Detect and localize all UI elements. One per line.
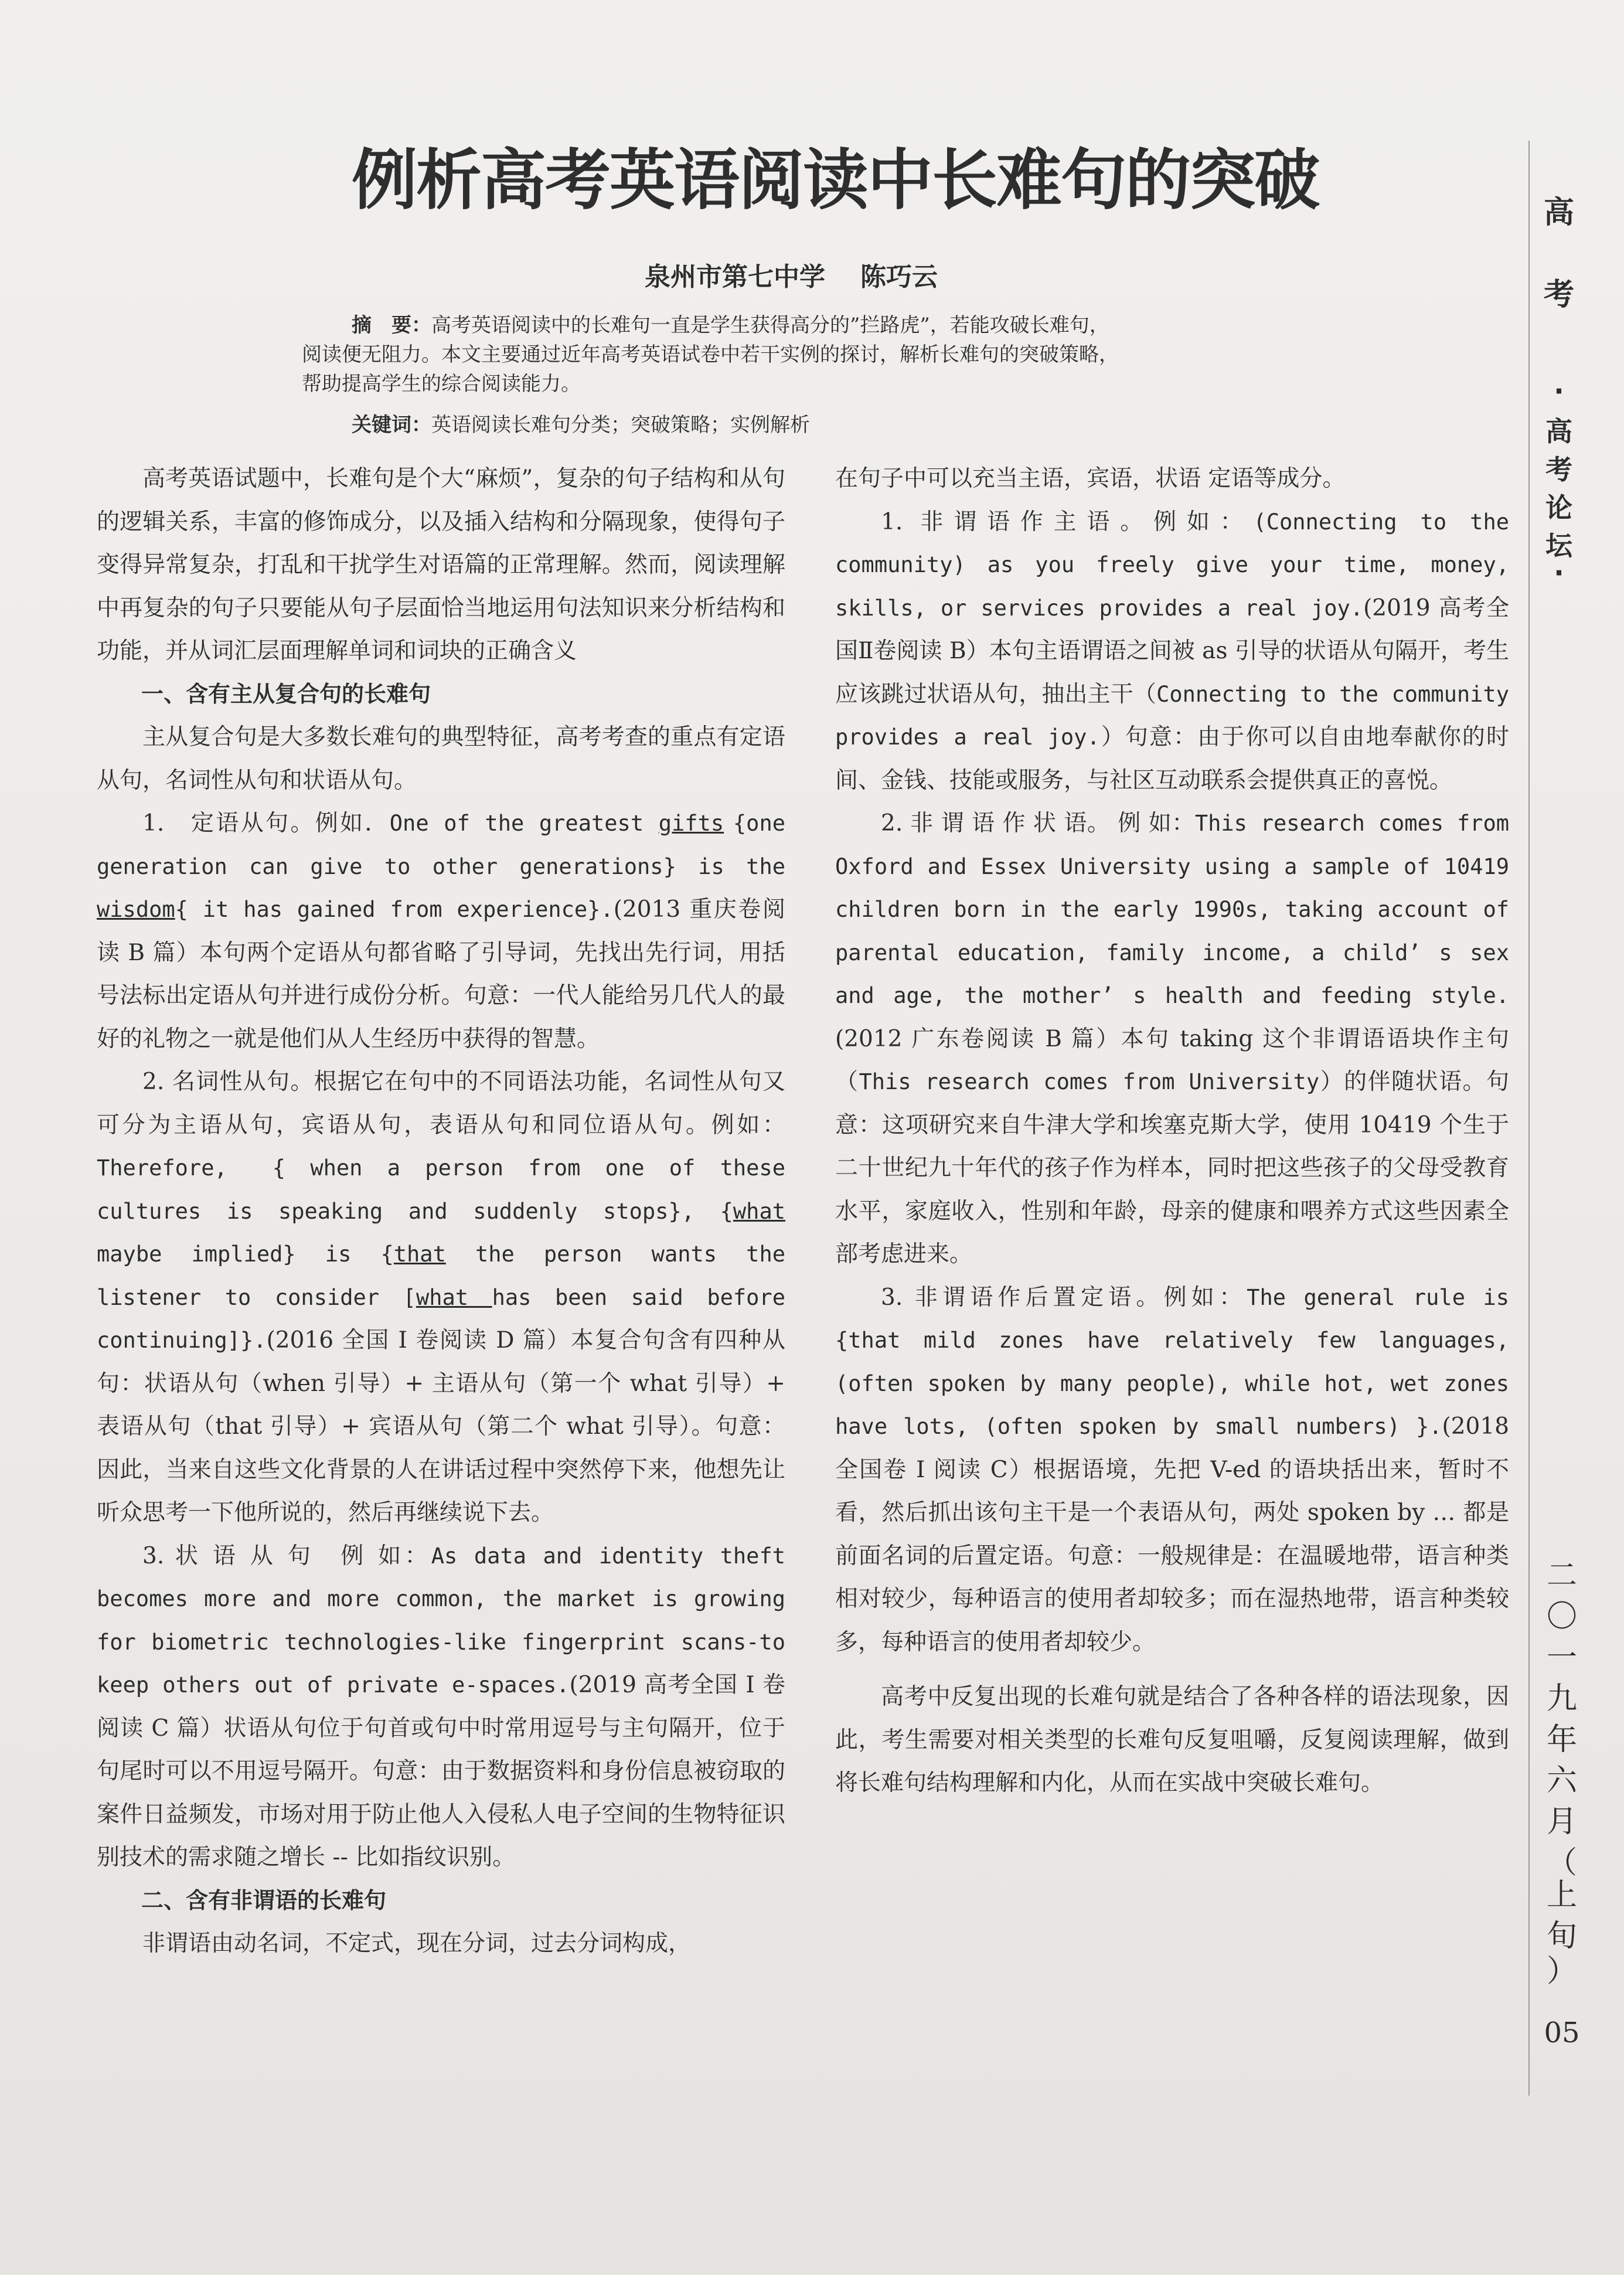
abstract — [302, 311, 1316, 399]
right-column — [835, 457, 1509, 1805]
issue-date-char: 年 — [1546, 1722, 1577, 1757]
author-school: 泉州市第七中学 — [645, 262, 825, 292]
conclusion-paragraph: 高考中反复出现的长难句就是结合了各种各样的语法现象，因此，考生需要对相关类型的长难句反复咀嚼，反复阅读理解，做到将长难句结构理解和内化，从而在实战中突破长难句。 — [835, 1684, 1509, 1796]
section-2-paragraph: 非谓语由动名词，不定式，现在分词，过去分词构成， — [142, 1930, 692, 1957]
sidebar-column-char: 高 — [1543, 195, 1574, 230]
sidebar-column-char: 考 — [1543, 277, 1574, 312]
keywords — [352, 410, 1289, 440]
keywords-label: 关键词： — [352, 413, 431, 437]
section-heading-2: 二、含有非谓语的长难句 — [141, 1887, 387, 1913]
sidebar-section-char: 考 — [1545, 454, 1572, 485]
intro-paragraph: 高考英语试题中，长难句是个大“麻烦”，复杂的句子结构和从句的逻辑关系，丰富的修饰成分，以及插入结构和分隔现象，使得句子变得异常复杂，打乱和干扰学生对语篇的正常理解。然而，阅读理解中再复杂的句子只要能从句子层面恰当地运用句法知识来分析结构和功能，并从词汇层面理解单词和词块的正确含义 — [97, 465, 785, 664]
issue-date-char: 九 — [1546, 1681, 1577, 1716]
article-title: 例析高考英语阅读中长难句的突破 — [352, 142, 1319, 219]
sidebar-section-char: 高 — [1545, 416, 1572, 447]
item-adverbial-clause: 3. 状 语 从 句 例 如：As data and identity theft becomes more and more common, the market is growing for biometric technologies-like fingerprint scans-to keep others out of private e-spaces.(2019 高考全国 I 卷阅读 C 篇）状语从句位于句首或句中时常用逗号与主句隔开，位于句尾时可以不用逗号隔开。句意：由于数据资料和身份信息被窃取的案件日益频发，市场对用于防止他人入侵私人电子空间的生物特征识别技术的需求随之增长 -- 比如指纹识别。 — [97, 1542, 785, 1871]
continued-paragraph: 在句子中可以充当主语，宾语，状语 定语等成分。 — [835, 465, 1346, 492]
sidebar-dot: · — [1554, 557, 1564, 589]
abstract-line-3: 帮助提高学生的综合阅读能力。 — [302, 372, 581, 396]
keywords-text: 英语阅读长难句分类；突破策略；实例解析 — [431, 413, 810, 437]
page-number: 05 — [1544, 2016, 1580, 2049]
issue-date-char: 二 — [1546, 1558, 1577, 1593]
section-heading-1: 一、含有主从复合句的长难句 — [141, 681, 431, 707]
left-column — [97, 457, 785, 1965]
abstract-line-2: 阅读便无阻力。本文主要通过近年高考英语试卷中若干实例的探讨，解析长难句的突破策略， — [302, 343, 1119, 366]
sidebar-section-char: 坛 — [1545, 530, 1572, 562]
issue-date-char: 六 — [1546, 1763, 1577, 1798]
issue-date-char: 〇 — [1546, 1599, 1577, 1634]
item-nonfinite-attributive: 3. 非谓语作后置定语。例如：The general rule is {that mild zones have relatively few languages, (often spoken by many people), while hot, wet zones have lots, (often spoken by small numbers) }.(2018 全国卷 I 阅读 C）根据语境，先把 V-ed 的语块括出来，暂时不看，然后抓出该句主干是一个表语从句，两处 spoken by … 都是前面名词的后置定语。句意：一般规律是：在温暖地带，语言种类相对较少，每种语言的使用者却较多；而在湿热地带，语言种类较多，每种语言的使用者却较少。 — [835, 1284, 1510, 1655]
item-nonfinite-subject: 1. 非谓语作主语。例如：(Connecting to the community) as you freely give your time, money, skills, or services provides a real joy.(2019 高考全国Ⅱ卷阅读 B）本句主语谓语之间被 as 引导的状语从句隔开，考生应该跳过状语从句，抽出主干（Connecting to the community provides a real joy.）句意：由于你可以自由地奉献你的时间、金钱、技能或服务，与社区互动联系会提供真正的喜悦。 — [835, 508, 1510, 794]
sidebar-divider — [1528, 141, 1530, 2096]
sidebar-dot: · — [1554, 375, 1564, 407]
sidebar-section-char: 论 — [1545, 492, 1572, 523]
issue-date-char: （ — [1546, 1845, 1577, 1880]
author-name: 陈巧云 — [860, 262, 938, 292]
section-1-paragraph: 主从复合句是大多数长难句的典型特征，高考考查的重点有定语从句，名词性从句和状语从句。 — [97, 724, 785, 794]
item-attributive-clause: 1. 定语从句。例如．One of the greatest gifts {one generation can give to other generations} is the wisdom{ it has gained from experience}.(2013 重庆卷阅读 B 篇）本句两个定语从句都省略了引导词，先找出先行词，用括号法标出定语从句并进行成份分析。句意：一代人能给另几代人的最好的礼物之一就是他们从人生经历中获得的智慧。 — [97, 810, 785, 1052]
author-line — [645, 256, 973, 293]
issue-date-char: 上 — [1546, 1878, 1577, 1913]
item-nonfinite-adverbial: 2. 非 谓 语 作 状 语。 例 如：This research comes from Oxford and Essex University using a sample of 10419 children born in the early 1990s, taking account of parental education, family income, a child’ s sex and age, the mother’ s health and feeding style.(2012 广东卷阅读 B 篇）本句 taking 这个非谓语语块作主句（This research comes from University）的伴随状语。句意：这项研究来自牛津大学和埃塞克斯大学，使用 10419 个生于二十世纪九十年代的孩子作为样本，同时把这些孩子的父母受教育水平，家庭收入，性别和年龄，母亲的健康和喂养方式这些因素全部考虑进来。 — [835, 810, 1510, 1267]
issue-date-char: 月 — [1546, 1804, 1577, 1839]
item-noun-clause: 2. 名词性从句。根据它在句中的不同语法功能，名词性从句又可分为主语从句，宾语从句，表语从句和同位语从句。例如：Therefore, { when a person from one of these cultures is speaking and suddenly stops}, {what maybe implied} is {that the person wants the listener to consider [what has been said before continuing]}.(2016 全国 I 卷阅读 D 篇）本复合句含有四种从句：状语从句（when 引导）+ 主语从句（第一个 what 引导）+ 表语从句（that 引导）+ 宾语从句（第二个 what 引导）。句意：因此，当来自这些文化背景的人在讲话过程中突然停下来，他想先让听众思考一下他所说的，然后再继续说下去。 — [97, 1069, 785, 1526]
abstract-text: 高考英语阅读中的长难句一直是学生获得高分的”拦路虎”，若能攻破长难句， — [431, 314, 1109, 337]
abstract-label: 摘 要： — [352, 314, 431, 337]
issue-date-char: ） — [1546, 1954, 1577, 1989]
abstract-line-1 — [302, 311, 1316, 340]
issue-date-char: 一 — [1546, 1640, 1577, 1675]
issue-date-char: 旬 — [1546, 1919, 1577, 1954]
